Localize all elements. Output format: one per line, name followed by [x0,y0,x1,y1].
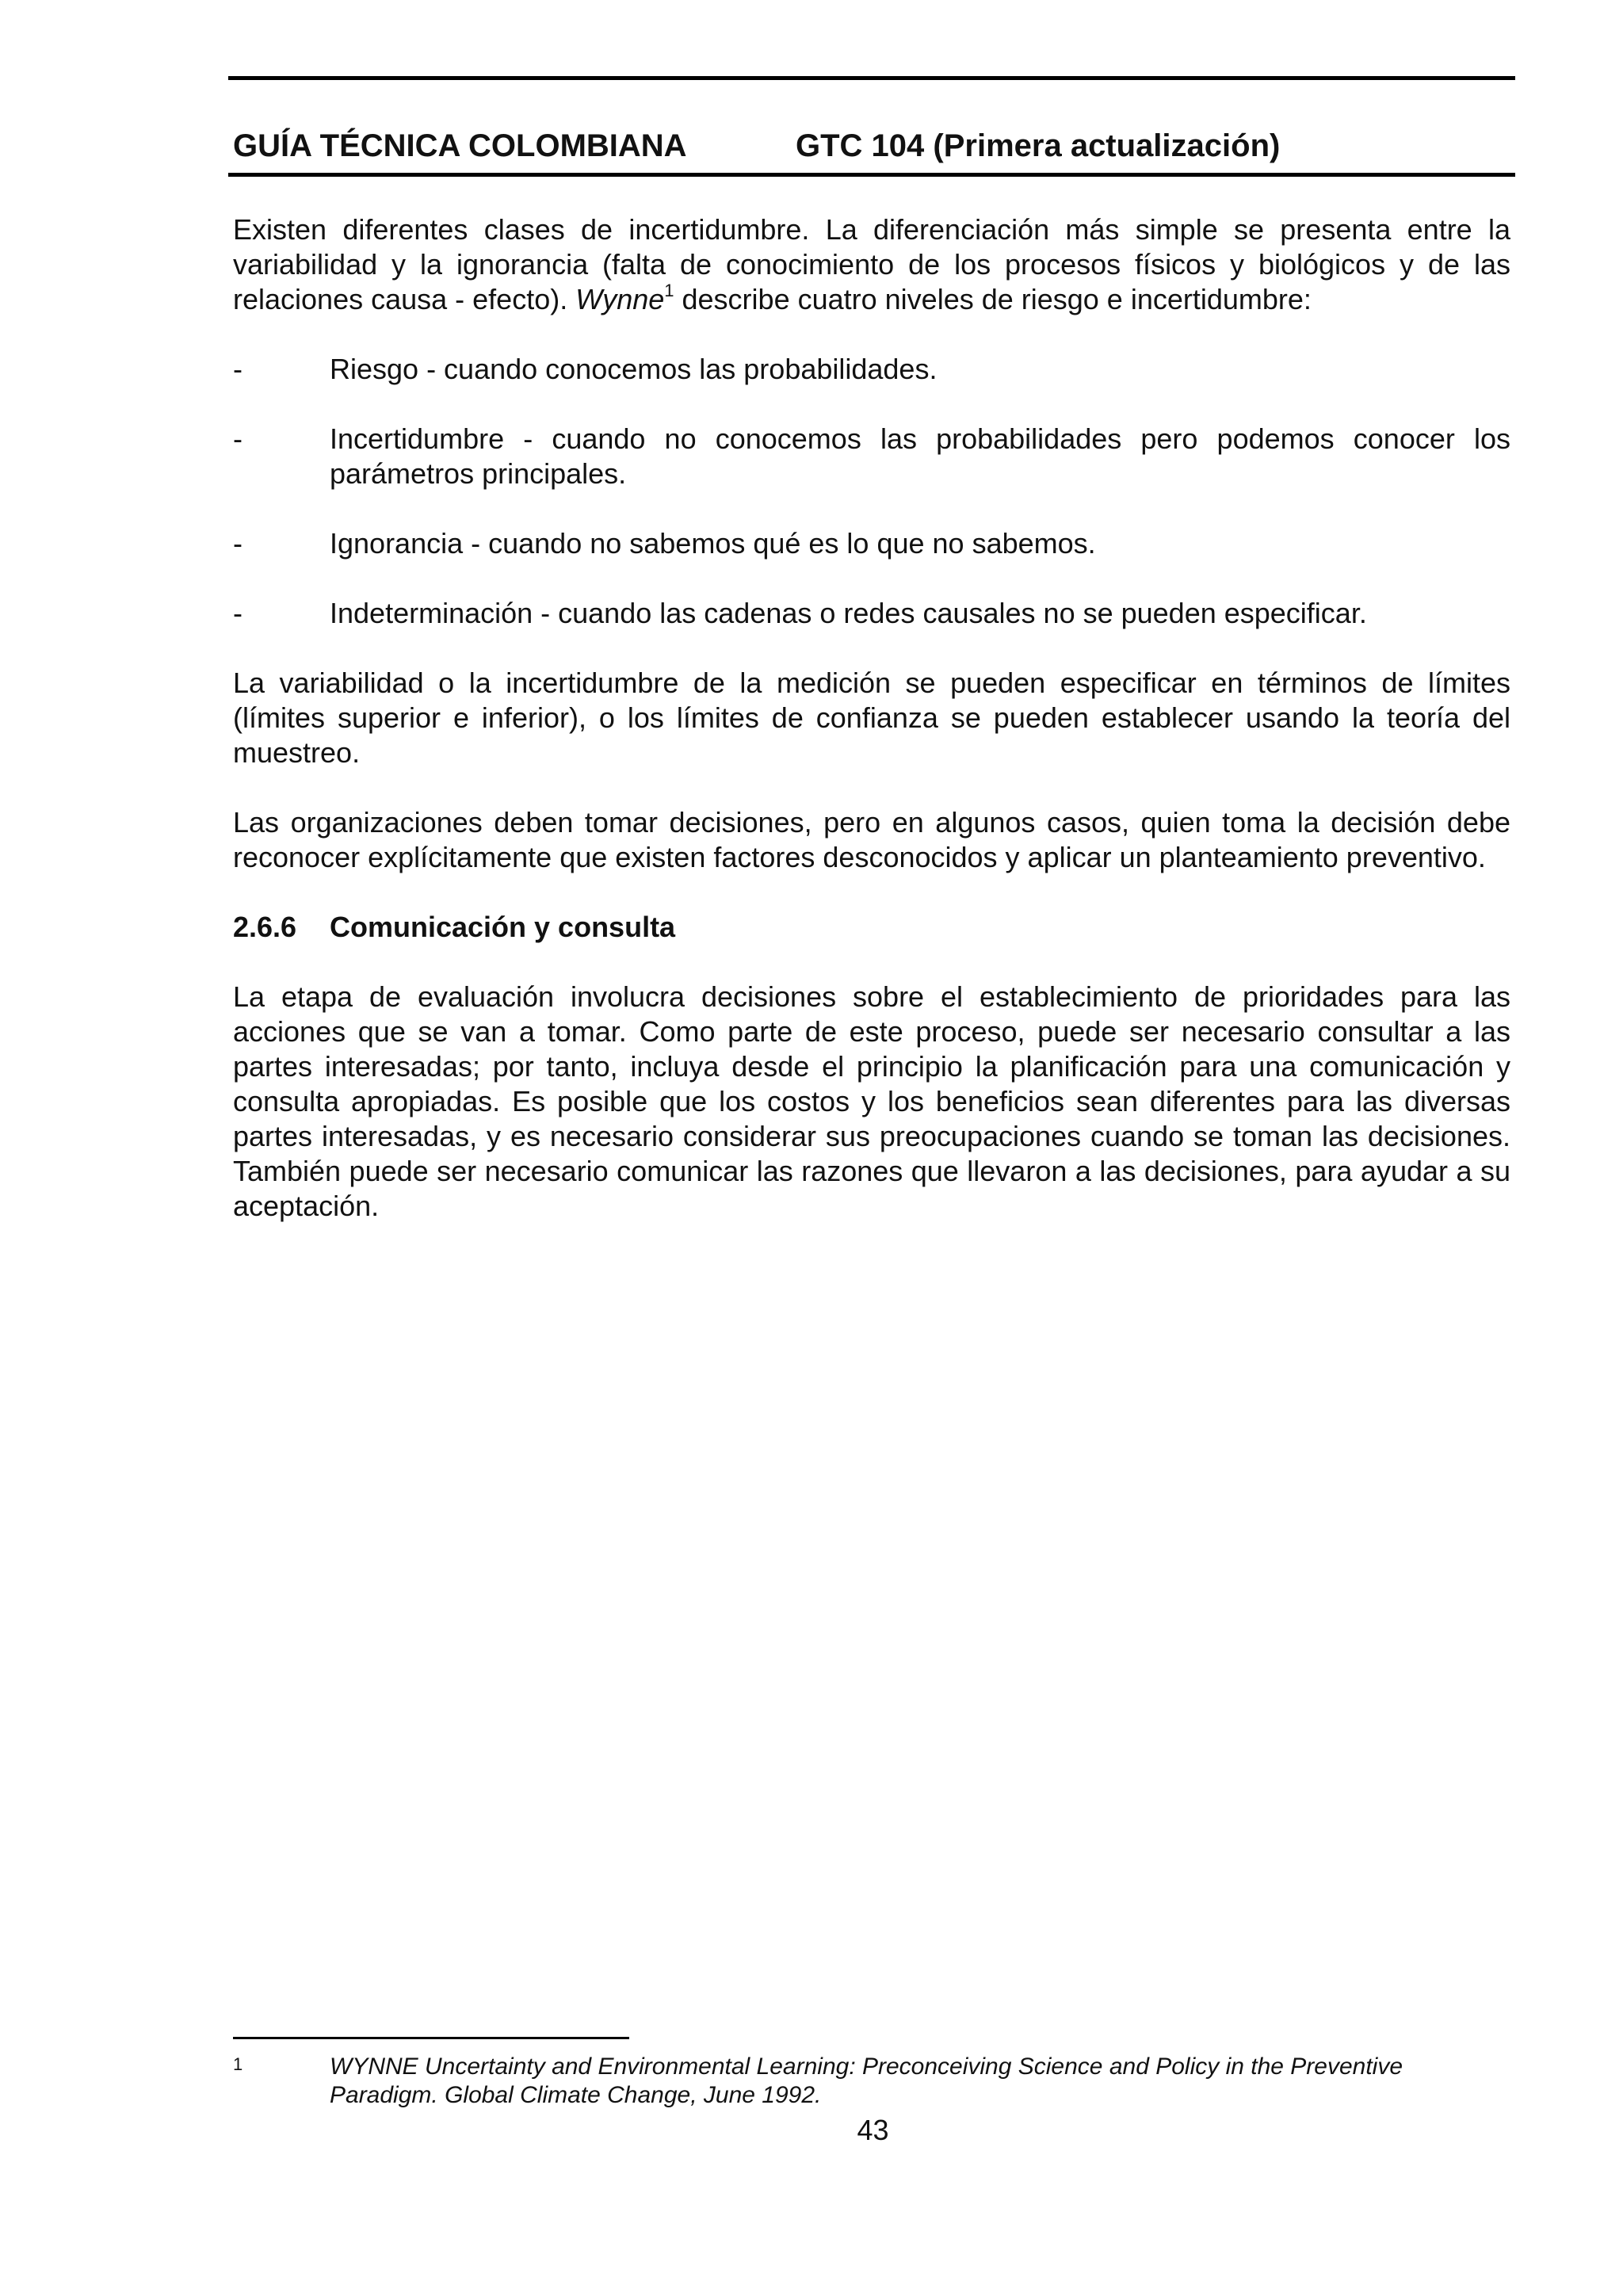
list-item-text: Indeterminación - cuando las cadenas o redes causales no se pueden especificar. [330,597,1367,629]
list-item [233,596,1510,631]
list-dash: - [233,422,242,455]
list-dash: - [233,353,242,385]
paragraph-text: describe cuatro niveles de riesgo e incertidumbre: [674,283,1312,315]
cited-author: Wynne [575,283,665,315]
document-series-title: GUÍA TÉCNICA COLOMBIANA [233,128,687,163]
paragraph-organizations: Las organizaciones deben tomar decisiones, pero en algunos casos, quien toma la decisión debe reconocer explícitamente que existen factores desconocidos y aplicar un planteamiento preventivo. [233,806,1510,873]
list-item-text: Incertidumbre - cuando no conocemos las probabilidades pero podemos conocer los parámetros principales. [330,422,1510,490]
footnote-reference[interactable]: 1 [664,281,674,300]
footnote-separator [233,2037,629,2039]
list-item [233,526,1510,561]
paragraph-text: Existen diferentes clases de incertidumbre. La diferenciación más simple se presenta entre la variabilidad y la ignorancia (falta de conocimiento de los procesos físicos y biológicos y de las relaciones causa - efecto). [233,213,1510,315]
list-item [233,352,1510,387]
section-heading [233,910,1510,945]
paragraph-variability: La variabilidad o la incertidumbre de la medición se pueden especificar en términos de límites (límites superior e inferior), o los límites de confianza se pueden establecer usando la teoría del muestreo. [233,667,1510,769]
paragraph-communication: La etapa de evaluación involucra decisiones sobre el establecimiento de prioridades para las acciones que se van a tomar. Como parte de este proceso, puede ser necesario consultar a las partes interesadas; por tanto, incluya desde el principio la planificación para una comunicación y consulta apropiadas. Es posible que los costos y los beneficios sean diferentes para las diversas partes interesadas, y es necesario considerar sus preocupaciones cuando se toman las decisiones. También puede ser necesario comunicar las razones que llevaron a las decisiones, para ayudar a su aceptación. [233,980,1510,1222]
document-code: GTC 104 (Primera actualización) [796,128,1281,163]
footnote-text: WYNNE Uncertainty and Environmental Learning: Preconceiving Science and Policy in the Preventive Paradigm. Global Climate Change, June 1992. [330,2053,1403,2108]
list-item-text: Riesgo - cuando conocemos las probabilidades. [330,353,938,385]
list-dash: - [233,597,242,629]
header-top-rule [228,76,1515,80]
list-item [233,422,1510,491]
list-dash: - [233,527,242,560]
footnote [233,2053,1510,2110]
section-title: Comunicación y consulta [330,911,676,943]
header-bottom-rule [228,173,1515,177]
footnote-mark: 1 [233,2054,243,2074]
list-item-text: Ignorancia - cuando no sabemos qué es lo que no sabemos. [330,527,1096,560]
page-body [233,212,1510,1259]
paragraph-uncertainty-types [233,212,1510,317]
page-number: 43 [857,2114,889,2146]
section-number: 2.6.6 [233,911,297,943]
